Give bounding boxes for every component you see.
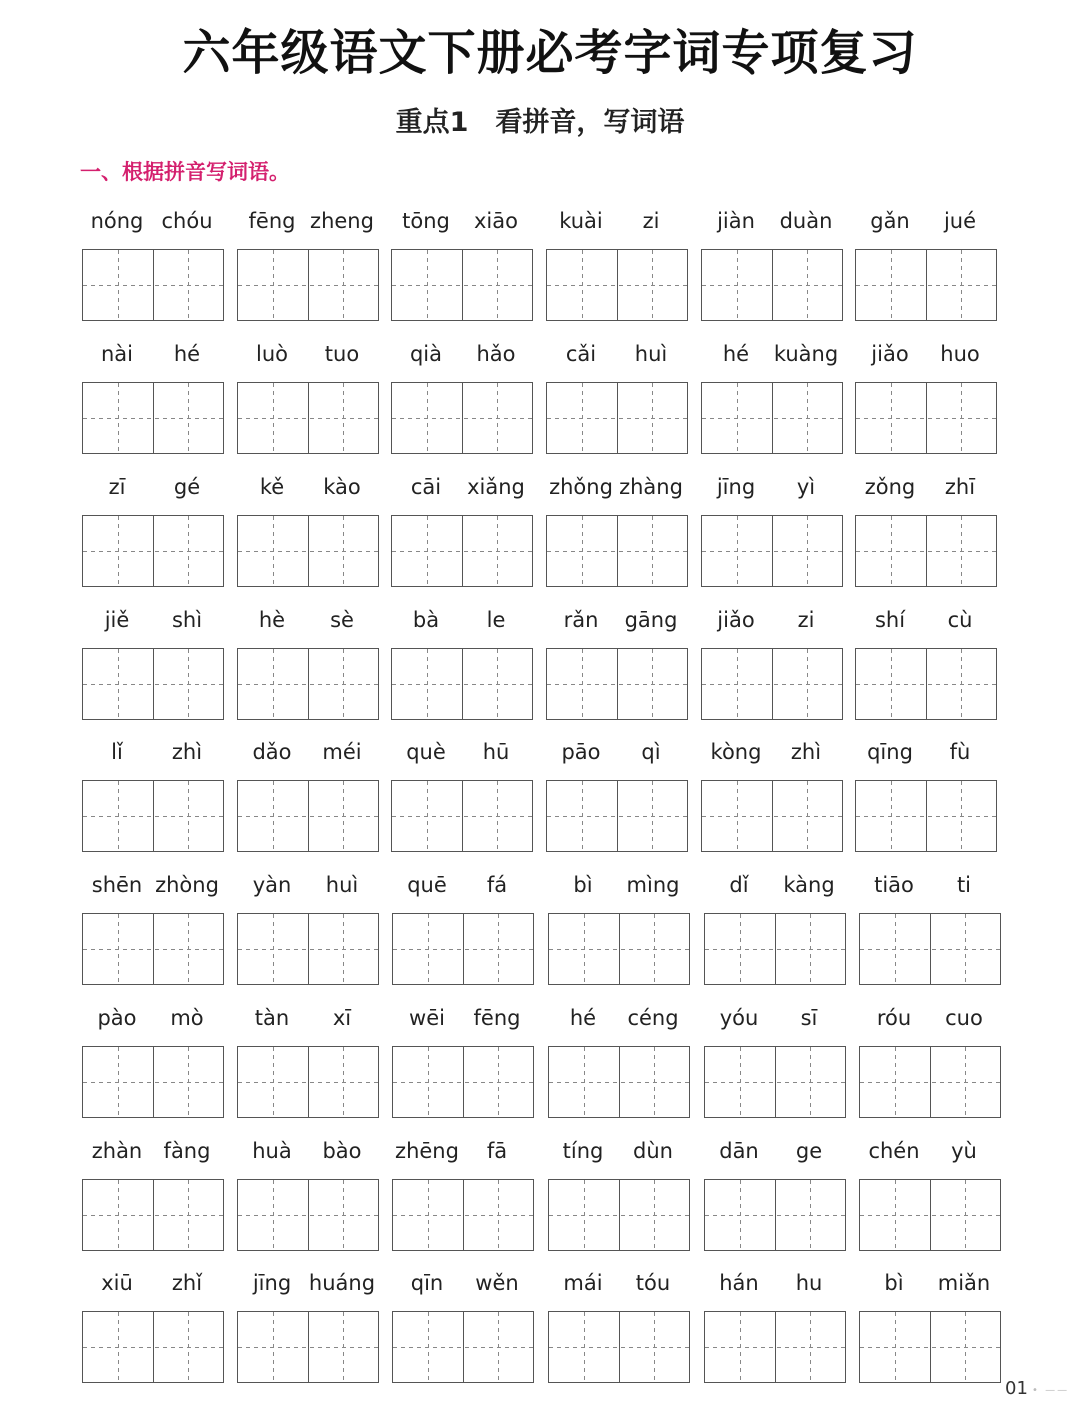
pinyin-syllable: miǎn (937, 1271, 991, 1295)
writing-grid-box (237, 1046, 379, 1118)
writing-grid-box (391, 382, 533, 454)
word-item (82, 1006, 224, 1116)
pinyin-syllable: què (406, 740, 446, 764)
pinyin-syllable: zhàn (91, 1139, 143, 1163)
pinyin-syllable: jiě (104, 608, 130, 632)
pinyin-syllable: huo (940, 342, 980, 366)
word-item (701, 342, 843, 452)
pinyin-syllable: zhǐ (171, 1271, 203, 1295)
pinyin-syllable: fēng (248, 209, 296, 233)
pinyin-syllable: lǐ (111, 740, 123, 764)
writing-grid-box (391, 515, 533, 587)
pinyin-syllable: ti (956, 873, 972, 897)
pinyin-syllable: jiàn (717, 209, 755, 233)
pinyin-syllable: jīng (716, 475, 756, 499)
word-item (701, 608, 843, 718)
writing-grid-box (859, 1046, 1001, 1118)
writing-grid-box (82, 780, 224, 852)
word-item (546, 740, 688, 850)
pinyin-syllable: xī (332, 1006, 352, 1030)
word-item (392, 1006, 534, 1116)
page-indicator-dots: • —— (1032, 1385, 1070, 1396)
writing-grid-box (82, 1179, 224, 1251)
writing-grid-box (859, 913, 1001, 985)
pinyin-syllable: sī (800, 1006, 818, 1030)
pinyin-syllable: zi (797, 608, 815, 632)
pinyin-syllable: bà (412, 608, 440, 632)
writing-grid-box (82, 1311, 224, 1383)
pinyin-syllable: kě (259, 475, 285, 499)
writing-grid-box (701, 648, 843, 720)
writing-grid-box (546, 648, 688, 720)
pinyin-syllable: tíng (562, 1139, 604, 1163)
word-item (546, 209, 688, 319)
pinyin-syllable: hé (722, 342, 750, 366)
writing-grid-box (82, 249, 224, 321)
word-item (82, 873, 224, 983)
pinyin-syllable: fā (486, 1139, 508, 1163)
pinyin-syllable: zhàng (619, 475, 683, 499)
word-item (859, 1271, 1001, 1381)
pinyin-syllable: kào (323, 475, 361, 499)
word-item (391, 475, 533, 585)
pinyin-syllable: dǐ (729, 873, 749, 897)
writing-grid-box (701, 382, 843, 454)
pinyin-syllable: mò (170, 1006, 204, 1030)
pinyin-syllable: yóu (719, 1006, 759, 1030)
writing-grid-box (237, 913, 379, 985)
worksheet-title: 六年级语文下册必考字词专项复习 (182, 25, 918, 81)
word-item (546, 608, 688, 718)
writing-grid-box (392, 1179, 534, 1251)
pinyin-syllable: fēng (473, 1006, 521, 1030)
pinyin-syllable: tàn (254, 1006, 290, 1030)
writing-grid-box (701, 780, 843, 852)
writing-grid-box (704, 913, 846, 985)
word-item (859, 873, 1001, 983)
word-item (237, 209, 379, 319)
pinyin-syllable: hǎo (476, 342, 516, 366)
writing-grid-box (237, 515, 379, 587)
word-item (548, 1139, 690, 1249)
writing-grid-box (855, 780, 997, 852)
pinyin-syllable: kuàng (773, 342, 839, 366)
word-item (704, 1271, 846, 1381)
pinyin-syllable: zhì (171, 740, 203, 764)
pinyin-syllable: shēn (91, 873, 143, 897)
word-item (82, 475, 224, 585)
word-item (82, 342, 224, 452)
pinyin-syllable: sè (330, 608, 354, 632)
pinyin-syllable: huì (634, 342, 668, 366)
word-item (237, 475, 379, 585)
word-item (82, 1271, 224, 1381)
pinyin-syllable: tuo (324, 342, 360, 366)
pinyin-syllable: wěn (475, 1271, 519, 1295)
word-item (548, 1271, 690, 1381)
writing-grid-box (855, 249, 997, 321)
writing-grid-box (392, 913, 534, 985)
pinyin-syllable: duàn (779, 209, 833, 233)
writing-grid-box (546, 780, 688, 852)
pinyin-syllable: pào (97, 1006, 137, 1030)
pinyin-syllable: gāng (624, 608, 678, 632)
section-heading: 一、根据拼音写词语。 (80, 160, 290, 184)
writing-grid-box (237, 249, 379, 321)
word-item (392, 1271, 534, 1381)
pinyin-syllable: gé (173, 475, 201, 499)
writing-grid-box (237, 1311, 379, 1383)
word-item (855, 608, 997, 718)
word-item (704, 1139, 846, 1249)
pinyin-syllable: xiū (101, 1271, 133, 1295)
writing-grid-box (82, 1046, 224, 1118)
pinyin-syllable: jué (943, 209, 977, 233)
writing-grid-box (237, 648, 379, 720)
pinyin-syllable: qīng (867, 740, 913, 764)
pinyin-syllable: cuo (945, 1006, 983, 1030)
word-item (237, 1006, 379, 1116)
writing-grid-box (548, 1311, 690, 1383)
writing-grid-box (82, 648, 224, 720)
pinyin-syllable: hū (482, 740, 510, 764)
writing-grid-box (548, 913, 690, 985)
pinyin-syllable: tōng (402, 209, 450, 233)
word-item (859, 1006, 1001, 1116)
pinyin-syllable: wēi (409, 1006, 445, 1030)
pinyin-syllable: kuài (559, 209, 603, 233)
pinyin-syllable: pāo (561, 740, 601, 764)
pinyin-syllable: qià (409, 342, 443, 366)
writing-grid-box (855, 648, 997, 720)
word-item (237, 1139, 379, 1249)
word-item (701, 209, 843, 319)
word-item (548, 873, 690, 983)
pinyin-syllable: dān (719, 1139, 759, 1163)
word-item (391, 342, 533, 452)
pinyin-syllable: zī (108, 475, 126, 499)
pinyin-syllable: qīn (410, 1271, 444, 1295)
writing-grid-box (704, 1179, 846, 1251)
word-item (237, 873, 379, 983)
pinyin-syllable: zhī (944, 475, 976, 499)
word-item (82, 1139, 224, 1249)
pinyin-syllable: luò (256, 342, 288, 366)
pinyin-syllable: dùn (633, 1139, 673, 1163)
pinyin-syllable: bào (322, 1139, 362, 1163)
writing-grid-box (546, 515, 688, 587)
pinyin-syllable: fá (486, 873, 508, 897)
writing-grid-box (237, 780, 379, 852)
pinyin-syllable: mái (563, 1271, 603, 1295)
word-item (704, 873, 846, 983)
writing-grid-box (701, 249, 843, 321)
pinyin-syllable: huáng (308, 1271, 376, 1295)
pinyin-syllable: fù (949, 740, 971, 764)
pinyin-syllable: tiāo (874, 873, 914, 897)
word-item (237, 342, 379, 452)
pinyin-syllable: kàng (783, 873, 835, 897)
word-item (237, 608, 379, 718)
writing-grid-box (392, 1311, 534, 1383)
pinyin-syllable: róu (876, 1006, 912, 1030)
pinyin-syllable: nài (100, 342, 133, 366)
pinyin-syllable: jiǎo (871, 342, 909, 366)
pinyin-syllable: xiāo (474, 209, 518, 233)
pinyin-syllable: jīng (252, 1271, 292, 1295)
word-item (82, 608, 224, 718)
word-item (548, 1006, 690, 1116)
writing-grid-box (546, 249, 688, 321)
pinyin-syllable: céng (627, 1006, 679, 1030)
writing-grid-box (237, 1179, 379, 1251)
pinyin-syllable: méi (322, 740, 362, 764)
writing-grid-box (859, 1179, 1001, 1251)
writing-grid-box (546, 382, 688, 454)
pinyin-syllable: tóu (635, 1271, 671, 1295)
writing-grid-box (82, 515, 224, 587)
pinyin-syllable: xiǎng (467, 475, 525, 499)
writing-grid-box (859, 1311, 1001, 1383)
word-item (855, 209, 997, 319)
pinyin-syllable: zhǒng (549, 475, 613, 499)
writing-grid-box (237, 382, 379, 454)
pinyin-syllable: yàn (252, 873, 292, 897)
word-item (392, 873, 534, 983)
writing-grid-box (391, 780, 533, 852)
pinyin-syllable: fàng (163, 1139, 211, 1163)
writing-grid-box (855, 515, 997, 587)
writing-grid-box (392, 1046, 534, 1118)
pinyin-syllable: le (486, 608, 506, 632)
pinyin-syllable: nóng (90, 209, 144, 233)
pinyin-syllable: hán (719, 1271, 759, 1295)
writing-grid-box (548, 1046, 690, 1118)
pinyin-syllable: hu (795, 1271, 823, 1295)
word-item (546, 342, 688, 452)
pinyin-syllable: bì (573, 873, 593, 897)
pinyin-syllable: rǎn (563, 608, 599, 632)
word-item (82, 209, 224, 319)
pinyin-syllable: chén (868, 1139, 920, 1163)
pinyin-syllable: cāi (410, 475, 442, 499)
pinyin-syllable: jiǎo (717, 608, 755, 632)
word-item (701, 475, 843, 585)
pinyin-syllable: gǎn (870, 209, 910, 233)
writing-grid-box (82, 382, 224, 454)
pinyin-syllable: hé (569, 1006, 597, 1030)
writing-grid-box (82, 913, 224, 985)
word-item (237, 1271, 379, 1381)
word-item (82, 740, 224, 850)
pinyin-syllable: cǎi (565, 342, 597, 366)
word-item (855, 740, 997, 850)
pinyin-syllable: zhì (790, 740, 822, 764)
writing-grid-box (701, 515, 843, 587)
pinyin-syllable: zhēng (395, 1139, 459, 1163)
pinyin-syllable: bì (884, 1271, 904, 1295)
word-item (392, 1139, 534, 1249)
pinyin-syllable: hè (258, 608, 286, 632)
pinyin-syllable: mìng (626, 873, 680, 897)
word-item (391, 740, 533, 850)
pinyin-syllable: kòng (710, 740, 762, 764)
pinyin-syllable: huà (252, 1139, 292, 1163)
pinyin-syllable: zǒng (864, 475, 916, 499)
pinyin-syllable: shì (171, 608, 203, 632)
word-item (704, 1006, 846, 1116)
word-item (701, 740, 843, 850)
pinyin-syllable: cù (947, 608, 973, 632)
pinyin-syllable: qì (641, 740, 661, 764)
pinyin-syllable: dǎo (252, 740, 292, 764)
pinyin-syllable: quē (407, 873, 447, 897)
worksheet-subtitle: 重点1 看拼音，写词语 (395, 107, 685, 138)
word-item (391, 608, 533, 718)
word-item (859, 1139, 1001, 1249)
pinyin-syllable: chóu (161, 209, 213, 233)
pinyin-syllable: zhòng (155, 873, 219, 897)
writing-grid-box (391, 648, 533, 720)
pinyin-syllable: hé (173, 342, 201, 366)
page-number: 01 (1005, 1378, 1028, 1399)
pinyin-syllable: shí (874, 608, 906, 632)
writing-grid-box (855, 382, 997, 454)
pinyin-syllable: ge (795, 1139, 823, 1163)
word-item (546, 475, 688, 585)
word-item (855, 342, 997, 452)
writing-grid-box (704, 1046, 846, 1118)
pinyin-syllable: zheng (310, 209, 374, 233)
writing-grid-box (704, 1311, 846, 1383)
writing-grid-box (391, 249, 533, 321)
pinyin-syllable: zi (642, 209, 660, 233)
pinyin-syllable: yù (951, 1139, 977, 1163)
word-item (391, 209, 533, 319)
word-item (855, 475, 997, 585)
pinyin-syllable: yì (796, 475, 816, 499)
writing-grid-box (548, 1179, 690, 1251)
word-item (237, 740, 379, 850)
pinyin-syllable: huì (325, 873, 359, 897)
